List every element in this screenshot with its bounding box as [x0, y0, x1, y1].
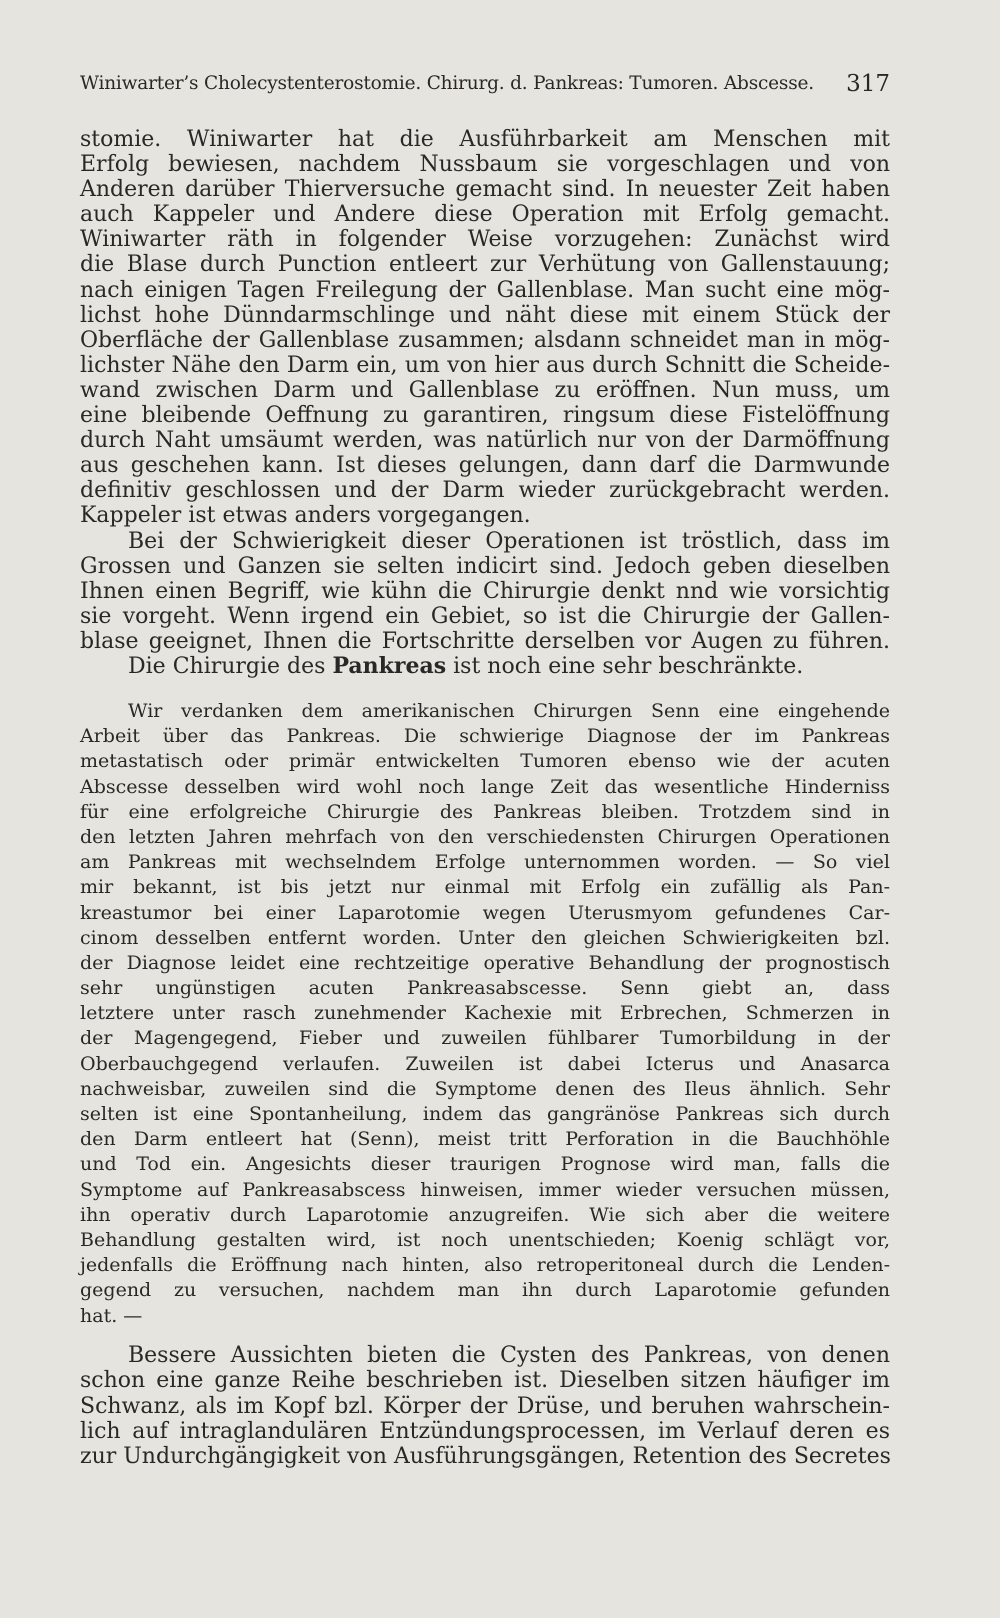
- text-block-cholecystenterostomie: [80, 127, 890, 679]
- text-line: zur Undurchgängigkeit von Ausführungsgängen, Retention des Secretes: [80, 1444, 891, 1470]
- text-line: Die Chirurgie des Pankreas ist noch eine sehr beschränkte.: [128, 652, 804, 679]
- text-line: cinom desselben entfernt worden. Unter den gleichen Schwierigkeiten bzl.: [80, 926, 890, 949]
- text-line: jedenfalls die Eröffnung nach hinten, also retroperitoneal durch die Lenden-: [80, 1254, 890, 1277]
- text-line: am Pankreas mit wechselndem Erfolge unternommen worden. — So viel: [80, 851, 890, 874]
- text-line: Oberfläche der Gallenblase zusammen; alsdann schneidet man in mög-: [80, 327, 890, 353]
- text-line: Kappeler ist etwas anders vorgegangen.: [80, 503, 531, 529]
- text-line: Wir verdanken dem amerikanischen Chirurgen Senn eine eingehende: [128, 700, 890, 722]
- running-title: Winiwarter’s Cholecystenterostomie. Chirurg. d. Pankreas: Tumoren. Abscesse.: [80, 73, 814, 94]
- text-line: durch Naht umsäumt werden, was natürlich nur von der Darmöffnung: [80, 428, 890, 454]
- text-line: für eine erfolgreiche Chirurgie des Pankreas bleiben. Trotzdem sind in: [80, 800, 890, 823]
- text-line: den letzten Jahren mehrfach von den verschiedensten Chirurgen Operationen: [80, 825, 890, 848]
- text-line: der Diagnose leidet eine rechtzeitige operative Behandlung der prognostisch: [80, 951, 890, 974]
- text-line: Bei der Schwierigkeit dieser Operationen ist tröstlich, dass im: [128, 528, 890, 554]
- text-line: schon eine ganze Reihe beschrieben ist. Dieselben sitzen häufiger im: [80, 1368, 890, 1394]
- text-line: Winiwarter räth in folgender Weise vorzugehen: Zunächst wird: [80, 227, 890, 253]
- text-line: der Magengegend, Fieber und zuweilen fühlbarer Tumorbildung in der: [80, 1027, 890, 1050]
- text-line: Symptome auf Pankreasabscess hinweisen, immer wieder versuchen müssen,: [80, 1178, 890, 1201]
- text-line: Grossen und Ganzen sie selten indicirt sind. Jedoch geben dieselben: [80, 553, 890, 579]
- running-header: [80, 66, 890, 102]
- text-line: Oberbauchgegend verlaufen. Zuweilen ist dabei Icterus und Anasarca: [80, 1052, 890, 1075]
- text-line: selten ist eine Spontanheilung, indem das gangränöse Pankreas sich durch: [80, 1103, 890, 1125]
- text-block-pankreas-cysten: [80, 1343, 890, 1469]
- text-line: gegend zu versuchen, nachdem man ihn durch Laparotomie gefunden: [80, 1279, 890, 1302]
- text-line: letztere unter rasch zunehmender Kachexie mit Erbrechen, Schmerzen in: [80, 1002, 890, 1025]
- text-line: Anderen darüber Thierversuche gemacht sind. In neuester Zeit haben: [80, 177, 890, 203]
- text-line: definitiv geschlossen und der Darm wieder zurückgebracht werden.: [80, 478, 890, 504]
- text-block-pankreas-small-print: [80, 699, 890, 1329]
- text-line: nach einigen Tagen Freilegung der Gallenblase. Man sucht eine mög-: [80, 277, 890, 303]
- text-line: Arbeit über das Pankreas. Die schwierige Diagnose der im Pankreas: [80, 725, 890, 748]
- text-line: Bessere Aussichten bieten die Cysten des Pankreas, von denen: [128, 1343, 890, 1368]
- emphasis-pankreas: Pankreas: [332, 652, 447, 679]
- text-line: kreastumor bei einer Laparotomie wegen Uterusmyom gefundenes Car-: [80, 901, 890, 924]
- text-line: sehr ungünstigen acuten Pankreasabscesse. Senn giebt an, dass: [80, 977, 890, 1000]
- text-line: sie vorgeht. Wenn irgend ein Gebiet, so ist die Chirurgie der Gallen-: [80, 603, 890, 629]
- text-line: Erfolg bewiesen, nachdem Nussbaum sie vorgeschlagen und von: [80, 152, 890, 178]
- text-line: aus geschehen kann. Ist dieses gelungen, dann darf die Darmwunde: [80, 453, 890, 479]
- text-line: stomie. Winiwarter hat die Ausführbarkeit am Menschen mit: [80, 127, 890, 152]
- text-line: ihn operativ durch Laparotomie anzugreifen. Wie sich aber die weitere: [80, 1203, 890, 1226]
- text-line: und Tod ein. Angesichts dieser traurigen Prognose wird man, falls die: [80, 1153, 890, 1176]
- text-line: den Darm entleert hat (Senn), meist tritt Perforation in die Bauchhöhle: [80, 1128, 890, 1151]
- text-line: blase geeignet, Ihnen die Fortschritte derselben vor Augen zu führen.: [80, 628, 890, 654]
- page-number: 317: [846, 71, 890, 97]
- text-line: nachweisbar, zuweilen sind die Symptome denen des Ileus ähnlich. Sehr: [80, 1077, 890, 1100]
- text-line: lich auf intraglandulären Entzündungsprocessen, im Verlauf deren es: [80, 1418, 890, 1444]
- text-line: die Blase durch Punction entleert zur Verhütung von Gallenstauung;: [80, 252, 890, 278]
- text-line: wand zwischen Darm und Gallenblase zu eröffnen. Nun muss, um: [80, 377, 890, 403]
- text-line: hat. —: [80, 1304, 143, 1327]
- text-line: Behandlung gestalten wird, ist noch unentschieden; Koenig schlägt vor,: [80, 1228, 890, 1251]
- text-line: Ihnen einen Begriff, wie kühn die Chirurgie denkt nnd wie vorsichtig: [80, 578, 890, 604]
- text-line: Schwanz, als im Kopf bzl. Körper der Drüse, und beruhen wahrschein-: [80, 1393, 890, 1419]
- text-line: auch Kappeler und Andere diese Operation mit Erfolg gemacht.: [80, 202, 890, 228]
- text-line: Abscesse desselben wird wohl noch lange Zeit das wesentliche Hinderniss: [80, 775, 890, 798]
- text-line: lichst hohe Dünndarmschlinge und näht diese mit einem Stück der: [80, 302, 890, 328]
- text-line: lichster Nähe den Darm ein, um von hier aus durch Schnitt die Scheide-: [80, 352, 890, 378]
- text-line: eine bleibende Oeffnung zu garantiren, ringsum diese Fistelöffnung: [80, 403, 890, 429]
- text-line: mir bekannt, ist bis jetzt nur einmal mit Erfolg ein zufällig als Pan-: [80, 876, 890, 899]
- text-line: metastatisch oder primär entwickelten Tumoren ebenso wie der acuten: [80, 750, 890, 773]
